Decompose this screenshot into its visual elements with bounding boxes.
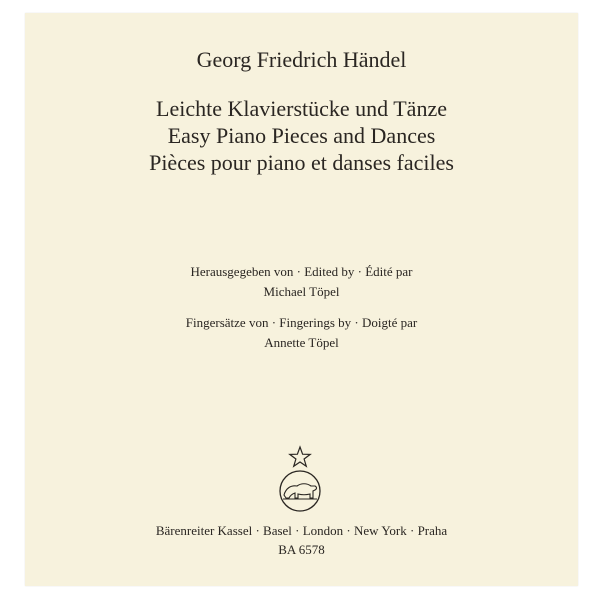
title-english: Easy Piano Pieces and Dances (167, 123, 436, 148)
title-german: Leichte Klavierstücke und Tänze (156, 96, 447, 121)
publisher-line: Bärenreiter Kassel · Basel · London · New York · Praha (155, 523, 448, 538)
catalog-number: BA 6578 (278, 542, 325, 557)
cover-page (25, 13, 578, 586)
star-bear-emblem-icon (275, 445, 325, 515)
composer-name: Georg Friedrich Händel (196, 47, 407, 72)
fingering-author-name: Annette Töpel (264, 335, 339, 350)
fingerings-label: Fingersätze von · Fingerings by · Doigté par (185, 315, 418, 330)
edited-by-label: Herausgegeben von · Edited by · Édité par (190, 264, 413, 279)
editor-name: Michael Töpel (263, 284, 340, 299)
title-french: Pièces pour piano et danses faciles (149, 150, 454, 175)
